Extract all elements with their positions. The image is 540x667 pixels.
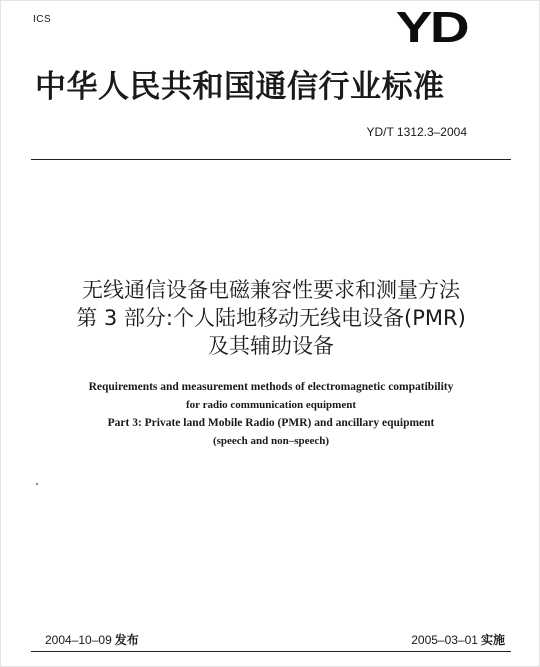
issue-date-label: 发布 bbox=[114, 633, 139, 647]
yd-logo: YD bbox=[395, 3, 467, 52]
scan-speck bbox=[36, 483, 38, 485]
ics-label: ICS bbox=[33, 14, 52, 25]
footer-divider bbox=[31, 651, 511, 652]
english-title-line-3: Part 3: Private land Mobile Radio (PMR) and ancillary equipment bbox=[107, 417, 435, 429]
implementation-date-label: 实施 bbox=[480, 633, 505, 647]
english-title bbox=[1, 378, 540, 450]
issue-date bbox=[45, 631, 139, 648]
header-divider bbox=[31, 159, 511, 160]
english-title-line-1: Requirements and measurement methods of electromagnetic compatibility bbox=[88, 381, 454, 393]
chinese-title-line-3: 及其辅助设备 bbox=[208, 334, 334, 358]
chinese-title-line-2: 第 3 部分:个人陆地移动无线电设备(PMR) bbox=[76, 306, 466, 330]
english-title-line-4: (speech and non–speech) bbox=[212, 435, 330, 447]
implementation-date bbox=[411, 631, 505, 648]
chinese-title bbox=[1, 276, 540, 360]
english-title-line-2: for radio communication equipment bbox=[186, 399, 356, 411]
chinese-title-line-1: 无线通信设备电磁兼容性要求和测量方法 bbox=[82, 278, 460, 302]
issue-date-value: 2004–10–09 bbox=[45, 633, 112, 647]
standard-body-title: 中华人民共和国通信行业标准 bbox=[35, 69, 445, 105]
implementation-date-value: 2005–03–01 bbox=[411, 633, 478, 647]
standard-number: YD/T 1312.3–2004 bbox=[366, 125, 467, 139]
